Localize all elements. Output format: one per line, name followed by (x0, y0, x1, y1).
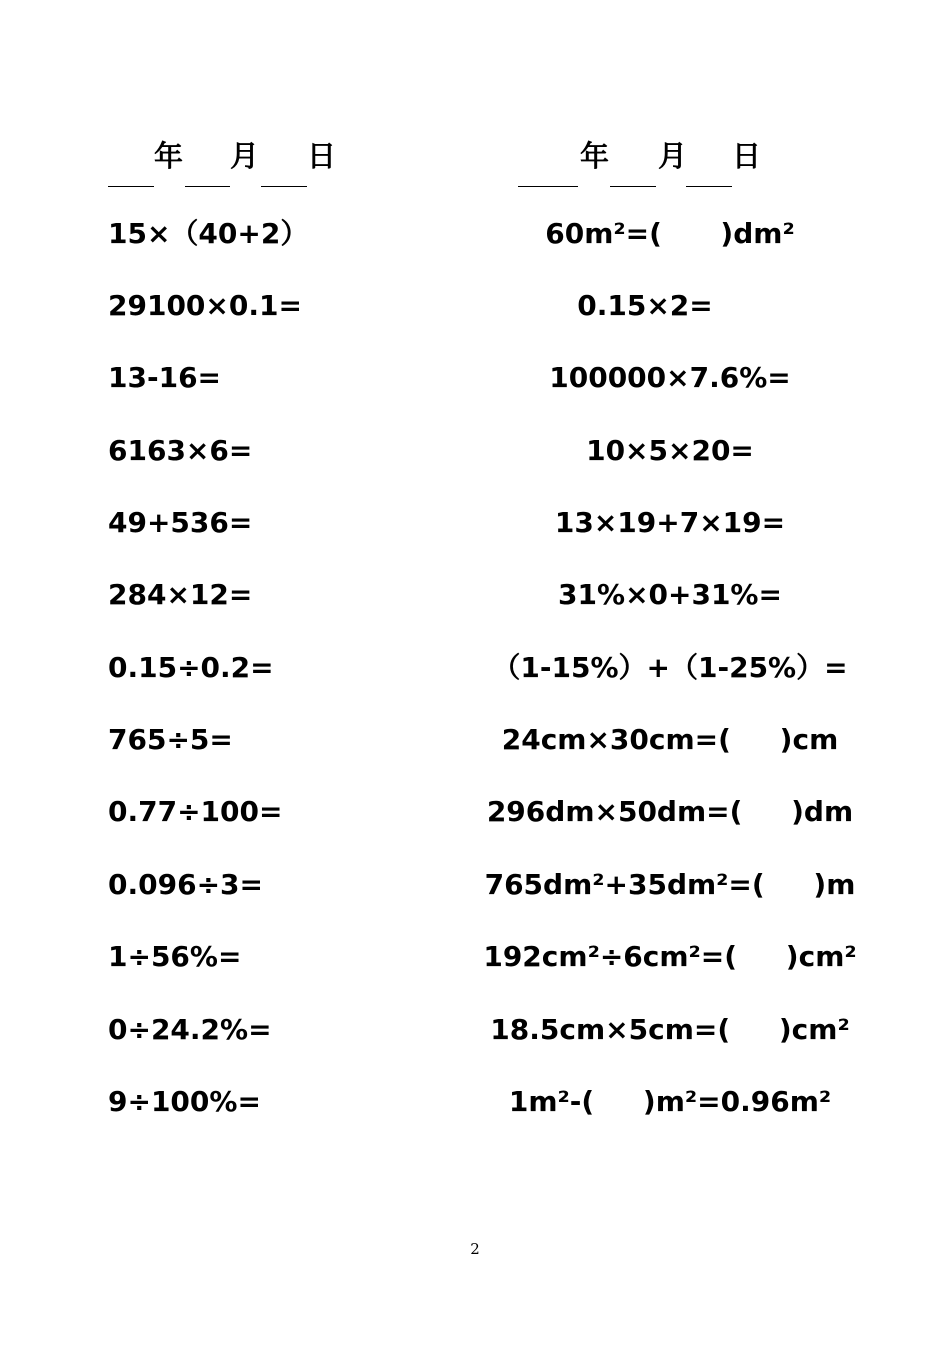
day-blank (261, 186, 307, 187)
month-label: 月 (230, 139, 260, 173)
math-problem: 49+536= (108, 506, 253, 539)
math-problem: 29100×0.1= (108, 289, 302, 322)
math-problem: 13×19+7×19= (554, 506, 786, 539)
day-label: 日 (732, 139, 762, 173)
math-problem: 0.15×2= (577, 289, 713, 322)
math-problem: 31%×0+31%= (558, 578, 782, 611)
math-problem: 192cm²÷6cm²=( )cm² (483, 940, 857, 973)
math-problem: （1-15%）+（1-25%）= (492, 651, 848, 684)
month-label: 月 (658, 139, 688, 173)
date-header-left (108, 138, 408, 188)
math-problem: 24cm×30cm=( )cm (501, 723, 839, 756)
math-problem: 18.5cm×5cm=( )cm² (490, 1013, 850, 1046)
day-label: 日 (307, 139, 337, 173)
day-blank (686, 186, 732, 187)
math-problem: 0.77÷100= (108, 795, 283, 828)
year-blank (108, 186, 154, 187)
math-problem: 13-16= (108, 361, 222, 394)
year-label: 年 (580, 139, 610, 173)
page-number: 2 (470, 1240, 480, 1258)
month-blank (185, 186, 230, 187)
math-problem: 60m²=( )dm² (545, 217, 795, 250)
math-problem: 0÷24.2%= (108, 1013, 272, 1046)
math-problem: 765÷5= (108, 723, 233, 756)
math-problem: 296dm×50dm=( )dm (486, 795, 854, 828)
math-problem: 1÷56%= (108, 940, 242, 973)
math-problem: 9÷100%= (108, 1085, 261, 1118)
date-header-right (518, 138, 818, 188)
math-problem: 100000×7.6%= (549, 361, 791, 394)
math-problem: 765dm²+35dm²=( )m (484, 868, 856, 901)
math-problem: 6163×6= (108, 434, 253, 467)
math-problem: 15×（40+2） (108, 217, 309, 250)
year-label: 年 (154, 139, 184, 173)
year-blank (518, 186, 578, 187)
math-problem: 10×5×20= (586, 434, 754, 467)
math-problem: 0.15÷0.2= (108, 651, 274, 684)
math-problem: 0.096÷3= (108, 868, 263, 901)
math-problem: 284×12= (108, 578, 253, 611)
month-blank (610, 186, 656, 187)
math-problem: 1m²-( )m²=0.96m² (508, 1085, 832, 1118)
